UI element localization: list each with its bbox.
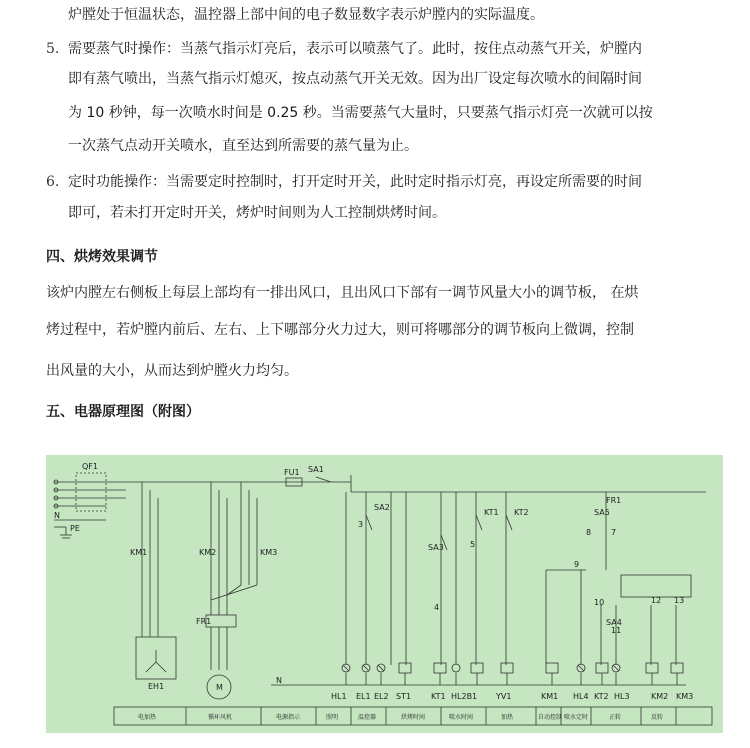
label-m: M <box>216 683 223 692</box>
label-km2: KM2 <box>199 548 217 557</box>
label-eh1: EH1 <box>148 682 165 691</box>
legend-cell: 喷水时间 <box>449 714 474 721</box>
label-sa3: SA3 <box>428 543 444 552</box>
wire-10: 10 <box>594 598 605 607</box>
label-n: N <box>54 511 60 520</box>
list-number-5: 5. <box>46 41 60 57</box>
label-qf1: QF1 <box>82 462 98 471</box>
bottom-label-st1: ST1 <box>396 692 412 701</box>
wire-3: 3 <box>358 520 364 529</box>
bottom-label-hl3: HL3 <box>614 692 630 701</box>
label-sa2: SA2 <box>374 503 390 512</box>
legend-cell: 加热 <box>501 714 514 721</box>
legend-cell: 照明 <box>326 714 339 721</box>
legend-cell: 自动控制 <box>538 714 563 721</box>
legend-cell: 反转 <box>651 714 664 721</box>
bottom-label-el1: EL1 <box>356 692 371 701</box>
item5-line-4: 一次蒸气点动开关喷水，直至达到所需要的蒸气量为止。 <box>68 138 418 154</box>
bottom-label-kt1: KT1 <box>431 692 446 701</box>
item5-line-3: 为 10 秒钟，每一次喷水时间是 0.25 秒。当需要蒸气大量时，只要蒸气指示灯亮一次就可以按 <box>68 105 653 121</box>
bottom-label-hl2b1: HL2B1 <box>451 692 478 701</box>
section4-line-3: 出风量的大小，从而达到炉膛火力均匀。 <box>46 363 298 379</box>
legend-cell: 烘烤时间 <box>401 714 426 721</box>
label-sa1: SA1 <box>308 465 324 474</box>
section5-heading: 五、电器原理图（附图） <box>46 404 200 420</box>
bottom-label-el2: EL2 <box>374 692 389 701</box>
item5-line-1: 需要蒸气时操作：当蒸气指示灯亮后，表示可以喷蒸气了。此时，按住点动蒸气开关，炉膛内 <box>68 41 642 57</box>
legend-cell: 正转 <box>609 714 622 721</box>
legend-cell: 循环风机 <box>208 714 233 721</box>
bottom-label-hl1: HL1 <box>331 692 347 701</box>
item6-line-1: 定时功能操作：当需要定时控制时，打开定时开关，此时定时指示灯亮，再设定所需要的时间 <box>68 174 642 190</box>
wire-5: 5 <box>470 540 476 549</box>
section4-line-1: 该炉内膛左右侧板上每层上部均有一排出风口，且出风口下部有一调节风量大小的调节板， 在烘 <box>46 285 639 301</box>
wire-7: 7 <box>611 528 617 537</box>
legend-cell: 电加热 <box>138 714 157 721</box>
wire-11: 11 <box>611 626 622 635</box>
label-km1: KM1 <box>130 548 148 557</box>
label-kt2: KT2 <box>514 508 529 517</box>
wire-12: 12 <box>651 596 662 605</box>
legend-cell: 温控器 <box>358 714 377 721</box>
label-kt1: KT1 <box>484 508 499 517</box>
schematic-svg <box>46 455 723 733</box>
label-km3: KM3 <box>260 548 278 557</box>
label-fr1: FR1 <box>196 617 212 626</box>
label-fr1b: FR1 <box>606 496 622 505</box>
bottom-label-kt2: KT2 <box>594 692 609 701</box>
label-pe: PE <box>70 524 80 533</box>
legend-cell: 喷水定时 <box>564 714 589 721</box>
item6-line-2: 即可，若未打开定时开关，烤炉时间则为人工控制烘烤时间。 <box>68 205 446 221</box>
legend-cell: 电源指示 <box>276 714 301 721</box>
bottom-label-hl4: HL4 <box>573 692 589 701</box>
bottom-label-km3: KM3 <box>676 692 694 701</box>
wire-4: 4 <box>434 603 440 612</box>
label-sa4: SA4 <box>606 618 622 627</box>
label-fu1: FU1 <box>284 468 300 477</box>
bottom-label-km1: KM1 <box>541 692 559 701</box>
wire-8: 8 <box>586 528 592 537</box>
section4-heading: 四、烘烤效果调节 <box>46 249 158 265</box>
wire-13: 13 <box>674 596 685 605</box>
bottom-label-yv1: YV1 <box>496 692 512 701</box>
label-n-bus: N <box>276 676 282 685</box>
section4-line-2: 烤过程中，若炉膛内前后、左右、上下哪部分火力过大，则可将哪部分的调节板向上微调，控制 <box>46 322 634 338</box>
list-number-6: 6. <box>46 174 60 190</box>
electrical-schematic <box>46 455 723 733</box>
item5-line-2: 即有蒸气喷出，当蒸气指示灯熄灭，按点动蒸气开关无效。因为出厂设定每次喷水的间隔时间 <box>68 71 642 87</box>
label-sa5: SA5 <box>594 508 610 517</box>
paragraph-line: 炉膛处于恒温状态，温控器上部中间的电子数显数字表示炉膛内的实际温度。 <box>68 7 544 23</box>
wire-9: 9 <box>574 560 580 569</box>
bottom-label-km2: KM2 <box>651 692 669 701</box>
